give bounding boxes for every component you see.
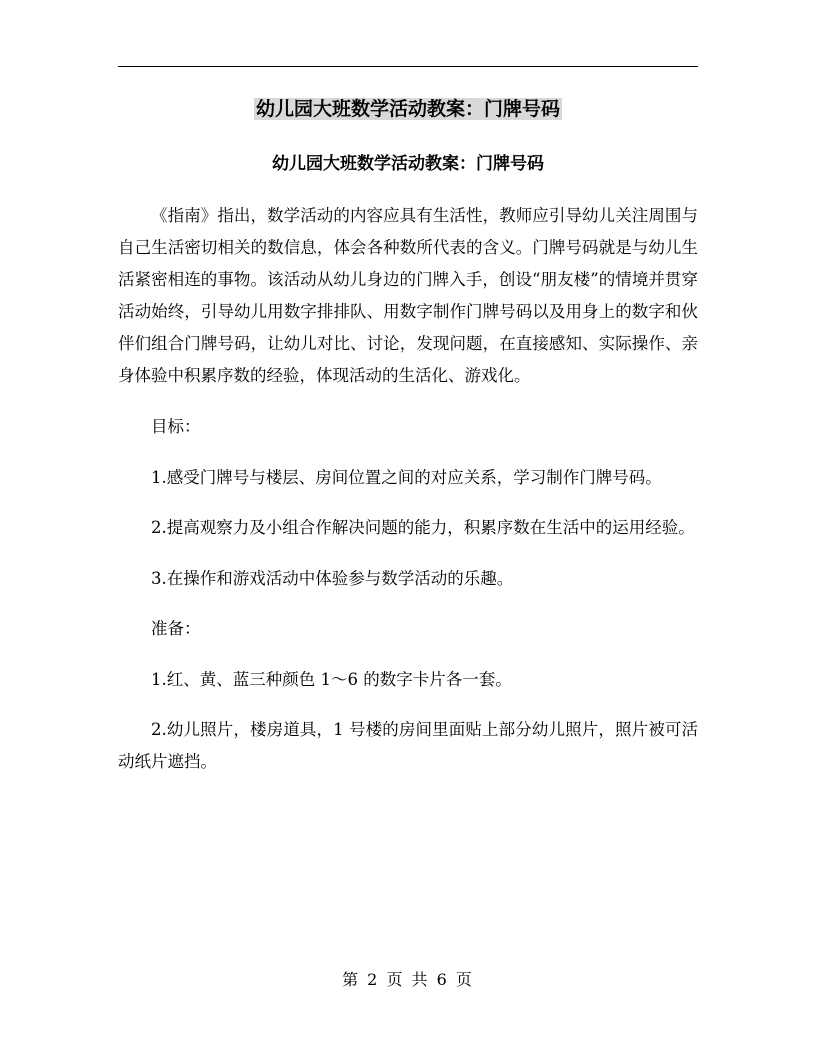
intro-paragraph: 《指南》指出，数学活动的内容应具有生活性，教师应引导幼儿关注周围与自己生活密切相关的数信息，体会各种数所代表的含义。门牌号码就是与幼儿生活紧密相连的事物。该活动从幼儿身边的门牌入手，创设“朋友楼”的情境并贯穿活动始终，引导幼儿用数字排排队、用数字制作门牌号码以及用身上的数字和伙伴们组合门牌号码，让幼儿对比、讨论，发现问题，在直接感知、实际操作、亲身体验中积累序数的经验，体现活动的生活化、游戏化。 [118,206,698,385]
prep-item-1: 1.红、黄、蓝三种颜色 1～6 的数字卡片各一套。 [151,669,512,689]
page-number: 第 2 页 共 6 页 [342,970,474,989]
document-subtitle: 幼儿园大班数学活动教案：门牌号码 [272,154,544,174]
document-body [118,200,698,796]
page-header-title [0,94,816,124]
goals-heading: 目标： [151,417,201,436]
goal-item-3: 3.在操作和游戏活动中体验参与数学活动的乐趣。 [151,568,514,588]
prep-item-2: 2.幼儿照片，楼房道具，1 号楼的房间里面贴上部分幼儿照片，照片被可活动纸片遮挡。 [118,720,698,771]
header-rule [118,66,698,67]
prep-heading: 准备： [151,619,201,638]
goal-item-2: 2.提高观察力及小组合作解决问题的能力，积累序数在生活中的运用经验。 [151,518,695,537]
header-title-text: 幼儿园大班数学活动教案：门牌号码 [255,98,560,120]
goal-item-1: 1.感受门牌号与楼层、房间位置之间的对应关系，学习制作门牌号码。 [151,467,662,487]
